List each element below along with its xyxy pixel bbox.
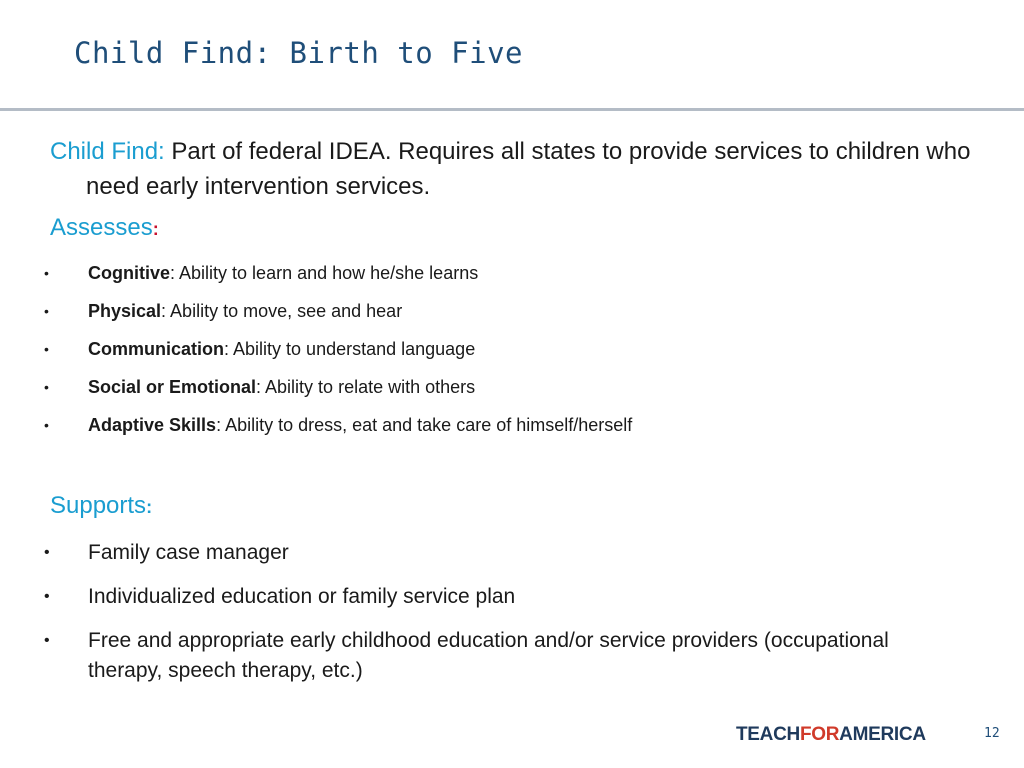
assesses-heading-colon: : xyxy=(152,219,159,239)
support-text: Family case manager xyxy=(88,541,289,564)
logo-for: FOR xyxy=(799,724,840,745)
supports-list xyxy=(44,538,968,700)
assess-desc: : Ability to relate with others xyxy=(256,377,476,397)
assess-desc: : Ability to learn and how he/she learns xyxy=(170,263,479,283)
support-text: Free and appropriate early childhood education and/or service providers (occupational therapy, speech therapy, etc.) xyxy=(88,629,889,682)
bullet-icon: • xyxy=(44,632,50,649)
bullet-icon: • xyxy=(44,544,50,561)
page-number: 12 xyxy=(984,726,1000,741)
support-text: Individualized education or family service plan xyxy=(88,585,516,608)
assess-term: Physical xyxy=(88,301,162,321)
intro-paragraph xyxy=(50,134,1016,204)
list-item xyxy=(44,338,632,376)
assess-desc: : Ability to move, see and hear xyxy=(161,301,403,321)
supports-heading-label: Supports xyxy=(50,492,147,519)
list-item xyxy=(44,538,968,568)
assess-term: Cognitive xyxy=(88,263,171,283)
list-item xyxy=(44,414,632,452)
bullet-icon: • xyxy=(44,341,49,357)
assesses-list xyxy=(44,262,632,452)
list-item xyxy=(44,376,632,414)
bullet-icon: • xyxy=(44,588,50,605)
bullet-icon: • xyxy=(44,379,49,395)
list-item xyxy=(44,300,632,338)
assess-term: Social or Emotional xyxy=(88,377,257,397)
assesses-heading xyxy=(50,214,159,242)
supports-heading xyxy=(50,492,152,520)
logo-america: AMERICA xyxy=(839,724,926,745)
assess-term: Adaptive Skills xyxy=(88,415,217,435)
assess-desc: : Ability to dress, eat and take care of himself/herself xyxy=(216,415,633,435)
list-item xyxy=(44,262,632,300)
bullet-icon: • xyxy=(44,417,49,433)
assess-term: Communication xyxy=(88,339,225,359)
slide-title: Child Find: Birth to Five xyxy=(74,36,523,70)
assess-desc: : Ability to understand language xyxy=(224,339,476,359)
bullet-icon: • xyxy=(44,265,49,281)
intro-label: Child Find: xyxy=(50,138,165,165)
supports-heading-colon: : xyxy=(146,497,153,517)
list-item xyxy=(44,626,968,686)
title-divider xyxy=(0,108,1024,111)
logo-teach: TEACH xyxy=(736,724,800,745)
assesses-heading-label: Assesses xyxy=(50,214,153,241)
intro-text: Part of federal IDEA. Requires all states to provide services to children who need early intervention services. xyxy=(86,138,971,200)
list-item xyxy=(44,582,968,612)
bullet-icon: • xyxy=(44,303,49,319)
teach-for-america-logo xyxy=(736,724,926,746)
